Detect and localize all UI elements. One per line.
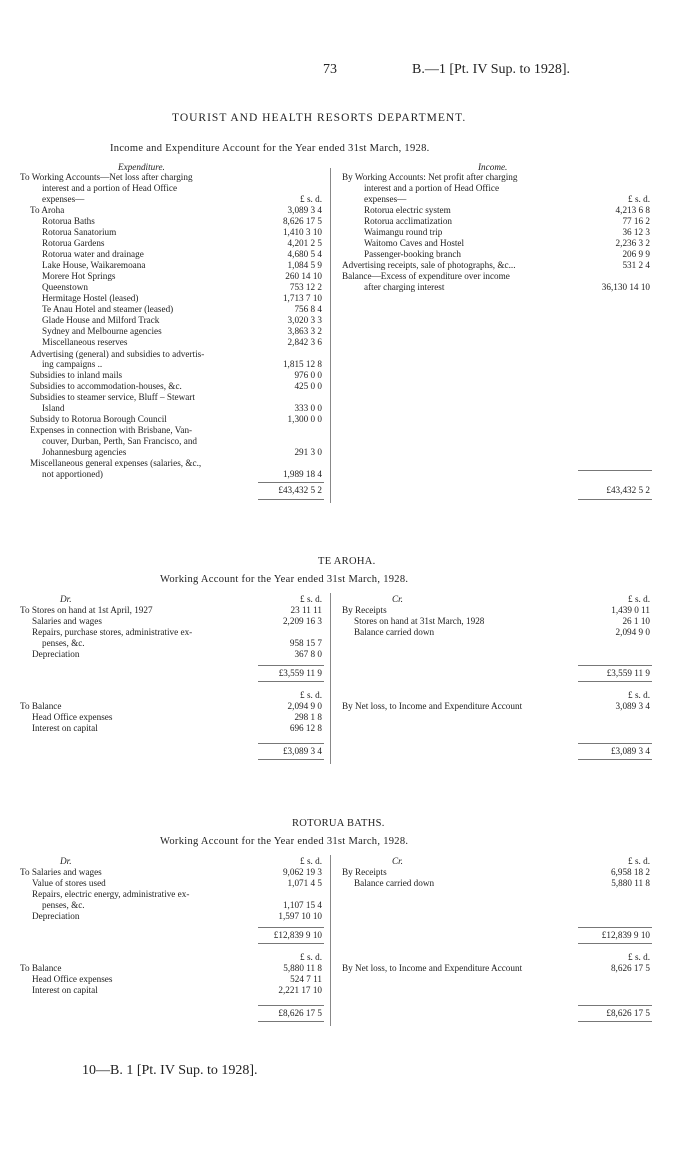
inland-mails-amount: 976 0 0 (294, 370, 322, 380)
debit-item-amount: 524 7 11 (290, 974, 322, 984)
income-item-label: Passenger-booking branch (364, 249, 462, 259)
te-aroha-title: TE AROHA. (318, 556, 376, 567)
footer-reference: 10—B. 1 [Pt. IV Sup. to 1928]. (82, 1063, 258, 1078)
debit-item-label: Salaries and wages (32, 616, 102, 626)
steamer-amount: 333 0 0 (294, 403, 322, 413)
expenditure-heading: Expenditure. (118, 162, 165, 172)
debit-item-label: Depreciation (32, 911, 80, 921)
accommodation-amount: 425 0 0 (294, 381, 322, 391)
te-aroha-dr: Dr. (60, 594, 72, 604)
second-total-right: £8,626 17 5 (606, 1008, 650, 1018)
brisbane-amount: 291 3 0 (294, 447, 322, 457)
expenditure-item-label: Rotorua water and drainage (42, 249, 144, 259)
te-aroha-currency-left: £ s. d. (300, 594, 322, 604)
credit-item-amount: 1,439 0 11 (611, 605, 650, 615)
income-item-label: Rotorua acclimatization (364, 216, 453, 226)
debit-item-label: Interest on capital (32, 723, 98, 733)
income-item-amount: 4,213 6 8 (615, 205, 650, 215)
expenditure-item-amount: 1,713 7 10 (282, 293, 322, 303)
expenditure-item-label: Te Anau Hotel and steamer (leased) (42, 304, 174, 314)
net-loss-label: By Net loss, to Income and Expenditure Account (342, 963, 523, 973)
expenditure-item-label: Sydney and Melbourne agencies (42, 326, 162, 336)
debit-item-label: Depreciation (32, 649, 80, 659)
balance-line-2: after charging interest (364, 282, 445, 292)
rotorua-baths-subtitle: Working Account for the Year ended 31st March, 1928. (160, 836, 409, 847)
advertising-receipts-label: Advertising receipts, sale of photographs, &c... (342, 260, 516, 270)
misc-general-amount: 1,989 18 4 (282, 469, 322, 479)
exp-intro-3: expenses— (42, 194, 85, 204)
expenditure-item-label: Rotorua Gardens (42, 238, 105, 248)
expenditure-item-label: Lake House, Waikaremoana (42, 260, 146, 270)
inc-intro-3: expenses— (364, 194, 407, 204)
income-item-amount: 206 9 9 (622, 249, 650, 259)
debit-item-label: To Salaries and wages (20, 867, 102, 877)
income-heading: Income. (478, 162, 508, 172)
misc-general-line-1: Miscellaneous general expenses (salaries, &c., (30, 458, 202, 468)
debit-item-label: Head Office expenses (32, 974, 113, 984)
te-aroha-subtitle: Working Account for the Year ended 31st March, 1928. (160, 574, 409, 585)
inland-mails-label: Subsidies to inland mails (30, 370, 123, 380)
debit-item-label: Repairs, electric energy, administrative ex- (32, 889, 190, 899)
net-loss-label: By Net loss, to Income and Expenditure Account (342, 701, 523, 711)
inc-intro-2: interest and a portion of Head Office (364, 183, 500, 193)
second-total-right: £3,089 3 4 (610, 746, 650, 756)
first-total-right: £3,559 11 9 (606, 668, 650, 678)
debit-item-label: To Balance (20, 701, 62, 711)
expenditure-item-amount: 3,020 3 3 (287, 315, 322, 325)
balance-amount: 36,130 14 10 (601, 282, 650, 292)
expenditure-item-amount: 260 14 10 (285, 271, 322, 281)
te-aroha-cr: Cr. (392, 594, 403, 604)
debit-item-amount: 1,597 10 10 (278, 911, 322, 921)
steamer-line-2: Island (42, 403, 65, 413)
expenditure-item-amount: 753 12 2 (289, 282, 322, 292)
expenditure-item-label: Rotorua Baths (42, 216, 95, 226)
rotorua-baths-currency-right: £ s. d. (628, 856, 650, 866)
income-item-label: Waitomo Caves and Hostel (364, 238, 465, 248)
expenditure-item-label: Rotorua Sanatorium (42, 227, 117, 237)
expenditure-item-label: Queenstown (42, 282, 88, 292)
debit-item-label: To Stores on hand at 1st April, 1927 (20, 605, 153, 615)
net-loss-amount: 8,626 17 5 (610, 963, 650, 973)
expenditure-item-label: To Aroha (30, 205, 65, 215)
credit-item-amount: 5,880 11 8 (611, 878, 650, 888)
credit-item-label: Balance carried down (354, 627, 435, 637)
advertising-line-1: Advertising (general) and subsidies to advertis- (30, 349, 205, 359)
income-item-label: Waimangu round trip (364, 227, 443, 237)
brisbane-line-2: couver, Durban, Perth, San Francisco, and (42, 436, 198, 446)
expenditure-item-amount: 4,680 5 4 (287, 249, 322, 259)
page-reference: B.—1 [Pt. IV Sup. to 1928]. (412, 62, 571, 77)
first-total-right: £12,839 9 10 (601, 930, 650, 940)
debit-item-amount: 696 12 8 (289, 723, 322, 733)
income-account-title: Income and Expenditure Account for the Year ended 31st March, 1928. (110, 143, 430, 154)
income-item-label: Rotorua electric system (364, 205, 451, 215)
currency-header-right: £ s. d. (628, 952, 650, 962)
balance-line-1: Balance—Excess of expenditure over income (342, 271, 510, 281)
income-total: £43,432 5 2 (606, 485, 650, 495)
debit-item-amount: 367 8 0 (294, 649, 322, 659)
expenditure-item-amount: 756 8 4 (294, 304, 322, 314)
borough-label: Subsidy to Rotorua Borough Council (30, 414, 167, 424)
misc-general-line-2: not apportioned) (42, 469, 103, 479)
inc-currency-header: £ s. d. (628, 194, 650, 204)
expenditure-item-label: Morere Hot Springs (42, 271, 116, 281)
credit-item-label: Stores on hand at 31st March, 1928 (354, 616, 485, 626)
advertising-amount: 1,815 12 8 (282, 359, 322, 369)
first-total-left: £3,559 11 9 (278, 668, 322, 678)
credit-item-label: By Receipts (342, 605, 387, 615)
exp-intro-1: To Working Accounts—Net loss after charging (20, 172, 193, 182)
income-item-amount: 36 12 3 (622, 227, 650, 237)
advertising-line-2: ing campaigns .. (42, 359, 103, 369)
brisbane-line-3: Johannesburg agencies (42, 447, 127, 457)
expenditure-item-amount: 2,842 3 6 (287, 337, 322, 347)
rotorua-baths-dr: Dr. (60, 856, 72, 866)
exp-intro-2: interest and a portion of Head Office (42, 183, 178, 193)
debit-item-label-continued: penses, &c. (42, 900, 85, 910)
first-total-left: £12,839 9 10 (273, 930, 322, 940)
debit-item-amount: 23 11 11 (290, 605, 322, 615)
debit-item-amount: 9,062 19 3 (282, 867, 322, 877)
debit-item-amount: 1,071 4 5 (287, 878, 322, 888)
department-title: TOURIST AND HEALTH RESORTS DEPARTMENT. (172, 112, 467, 124)
currency-header-left: £ s. d. (300, 952, 322, 962)
income-item-amount: 2,236 3 2 (615, 238, 650, 248)
net-loss-amount: 3,089 3 4 (615, 701, 650, 711)
advertising-receipts-amount: 531 2 4 (622, 260, 650, 270)
debit-item-amount: 958 15 7 (289, 638, 322, 648)
rotorua-baths-currency-left: £ s. d. (300, 856, 322, 866)
borough-amount: 1,300 0 0 (287, 414, 322, 424)
credit-item-amount: 2,094 9 0 (615, 627, 650, 637)
debit-item-amount: 2,094 9 0 (287, 701, 322, 711)
income-item-amount: 77 16 2 (622, 216, 650, 226)
debit-item-label: To Balance (20, 963, 62, 973)
exp-currency-header: £ s. d. (300, 194, 322, 204)
expenditure-item-amount: 8,626 17 5 (282, 216, 322, 226)
second-total-left: £8,626 17 5 (278, 1008, 322, 1018)
debit-item-amount: 1,107 15 4 (282, 900, 322, 910)
debit-item-label: Value of stores used (32, 878, 106, 888)
accommodation-label: Subsidies to accommodation-houses, &c. (30, 381, 182, 391)
credit-item-amount: 6,958 18 2 (610, 867, 650, 877)
inc-intro-1: By Working Accounts: Net profit after charging (342, 172, 518, 182)
expenditure-item-amount: 1,410 3 10 (282, 227, 322, 237)
expenditure-item-label: Glade House and Milford Track (42, 315, 160, 325)
steamer-line-1: Subsidies to steamer service, Bluff – Stewart (30, 392, 195, 402)
expenditure-total: £43,432 5 2 (278, 485, 322, 495)
rotorua-baths-title: ROTORUA BATHS. (292, 818, 385, 829)
debit-item-label: Head Office expenses (32, 712, 113, 722)
expenditure-item-amount: 1,084 5 9 (287, 260, 322, 270)
debit-item-amount: 298 1 8 (294, 712, 322, 722)
debit-item-label: Repairs, purchase stores, administrative ex- (32, 627, 193, 637)
credit-item-label: Balance carried down (354, 878, 435, 888)
rotorua-baths-cr: Cr. (392, 856, 403, 866)
expenditure-item-label: Miscellaneous reserves (42, 337, 128, 347)
expenditure-item-amount: 3,863 3 2 (287, 326, 322, 336)
debit-item-label-continued: penses, &c. (42, 638, 85, 648)
credit-item-label: By Receipts (342, 867, 387, 877)
debit-item-amount: 2,221 17 10 (278, 985, 322, 995)
credit-item-amount: 26 1 10 (622, 616, 650, 626)
expenditure-item-amount: 3,089 3 4 (287, 205, 322, 215)
expenditure-item-label: Hermitage Hostel (leased) (42, 293, 139, 303)
debit-item-amount: 2,209 16 3 (282, 616, 322, 626)
page-number: 73 (323, 62, 337, 77)
second-total-left: £3,089 3 4 (282, 746, 322, 756)
expenditure-item-amount: 4,201 2 5 (287, 238, 322, 248)
currency-header-right: £ s. d. (628, 690, 650, 700)
currency-header-left: £ s. d. (300, 690, 322, 700)
te-aroha-currency-right: £ s. d. (628, 594, 650, 604)
debit-item-label: Interest on capital (32, 985, 98, 995)
debit-item-amount: 5,880 11 8 (283, 963, 322, 973)
brisbane-line-1: Expenses in connection with Brisbane, Van- (30, 425, 193, 435)
